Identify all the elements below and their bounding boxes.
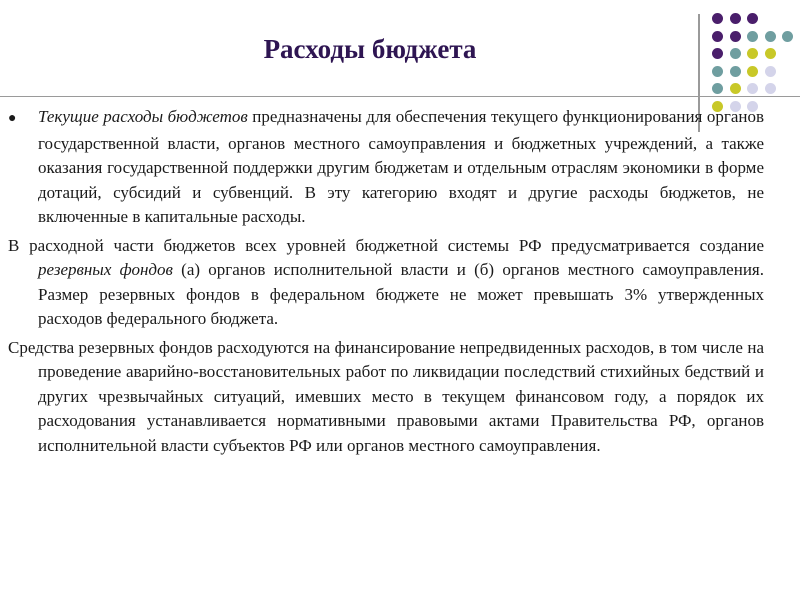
decor-dot-lavender xyxy=(765,83,776,94)
paragraph-current-expenses xyxy=(8,105,764,230)
paragraph-reserve-usage xyxy=(8,336,764,459)
decor-dot-purple xyxy=(712,13,723,24)
decor-dot-teal xyxy=(712,66,723,77)
decor-dot-purple xyxy=(747,13,758,24)
decor-dot-teal xyxy=(712,83,723,94)
paragraph-text: Средства резервных фондов расходуются на финансирование непредвиденных расходов, в том числе на проведение аварийно-восстановительных работ по ликвидации последствий стихийных бедствий и других чрезвычайных ситуаций, имевших место в текущем финансовом году, а порядок их расходования устанавливается нормативными правовыми актами Правительства РФ, органов исполнительной власти субъектов РФ или органов местного самоуправления. xyxy=(8,337,764,455)
slide-body xyxy=(8,105,764,462)
decor-dot-olive xyxy=(730,83,741,94)
term-reserve-funds: резервных фондов xyxy=(38,260,173,279)
decor-dot-purple xyxy=(730,13,741,24)
decor-dot-olive xyxy=(747,66,758,77)
decor-dot-lavender xyxy=(747,83,758,94)
paragraph-text: предназначены для обеспечения текущего функционирования органов государственной власти, органов местного самоуправления и бюджетных учреждений, а также оказания государственной поддержки другим бюджетам и отдельным отраслям экономики в форме дотаций, субсидий и субвенций. В эту категорию входят и другие расходы бюджетов, не включенные в капитальные расходы. xyxy=(38,107,765,226)
decor-dot-lavender xyxy=(765,66,776,77)
decor-dot-teal xyxy=(730,66,741,77)
term-current-expenses: Текущие расходы бюджетов xyxy=(38,107,248,126)
decor-dot-teal xyxy=(765,31,776,42)
slide-title: Расходы бюджета xyxy=(263,34,477,64)
decor-dot-olive xyxy=(747,48,758,59)
decor-dot-teal xyxy=(747,31,758,42)
decor-dot-olive xyxy=(765,48,776,59)
paragraph-text: (а) органов исполнительной власти и (б) органов местного самоуправления. Размер резервных фондов в федеральном бюджете не может превышать 3% утвержденных расходов федерального бюджета. xyxy=(38,260,764,328)
decor-dot-teal xyxy=(782,31,793,42)
paragraph-text: В расходной части бюджетов всех уровней бюджетной системы РФ предусматривается создание xyxy=(8,235,764,255)
bullet-icon: ● xyxy=(8,111,17,126)
paragraph-reserve-funds xyxy=(8,234,764,332)
